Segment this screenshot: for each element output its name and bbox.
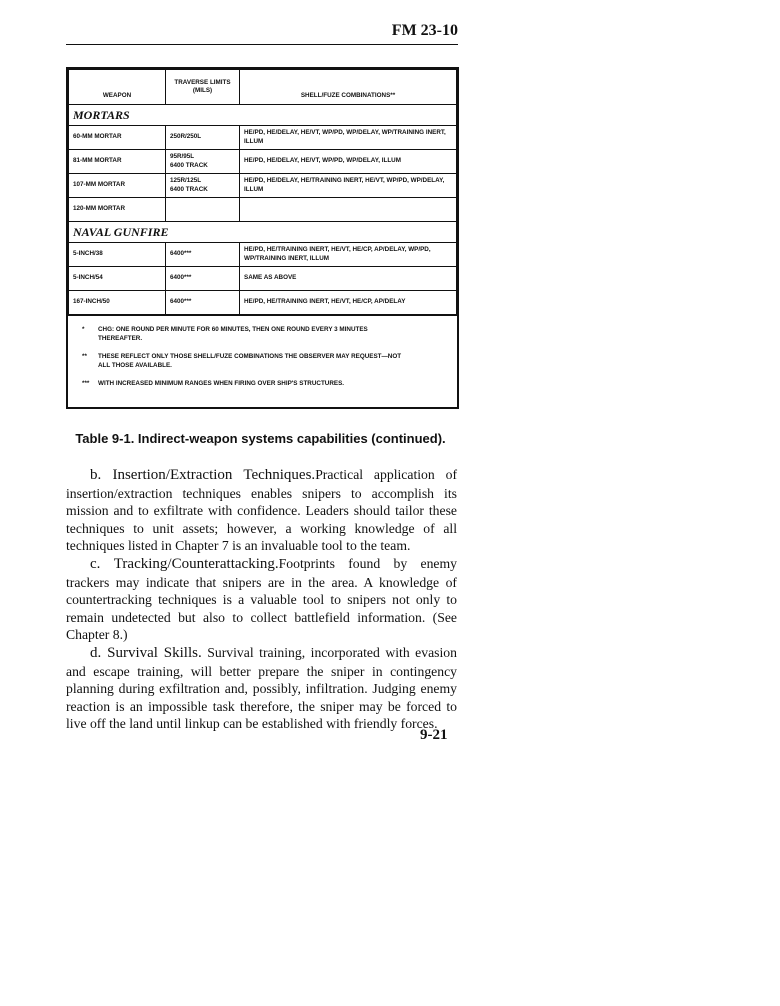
paragraph — [66, 555, 457, 644]
paragraph-body: Footprints found by enemy trackers may indicate that snipers are in the area. A knowledge of countertracking techniques is a valuable tool to snipers not only to remain undetected but also to collect battlefield information. (See Chapter 8.) — [66, 555, 457, 643]
table-caption: Table 9-1. Indirect-weapon systems capabilities (continued). — [75, 431, 446, 446]
table-body — [69, 105, 457, 315]
paragraph-heading: Insertion/Extraction Techniques. — [112, 467, 316, 483]
shell-fuze-cell: HE/PD, HE/TRAINING INERT, HE/VT, HE/CP, AP/DELAY — [240, 291, 457, 315]
weapon-cell: 120-MM MORTAR — [69, 198, 166, 222]
footnote — [82, 326, 453, 343]
table-row — [69, 150, 457, 174]
table-row — [69, 243, 457, 267]
table-row — [69, 291, 457, 315]
traverse-value: 6400*** — [170, 274, 192, 282]
traverse-value: 6400 TRACK — [170, 185, 208, 193]
page-header — [66, 18, 458, 45]
traverse-value: 125R/125L — [170, 177, 202, 184]
section-header-row — [69, 222, 457, 243]
traverse-value: 6400*** — [170, 250, 192, 258]
traverse-cell — [166, 174, 240, 198]
shell-fuze-cell: HE/PD, HE/DELAY, HE/VT, WP/PD, WP/DELAY, ILLUM — [240, 150, 457, 174]
traverse-header-line1: TRAVERSE LIMITS — [174, 78, 231, 86]
table-header-row — [69, 70, 457, 105]
table-row — [69, 126, 457, 150]
traverse-value: 6400 TRACK — [170, 161, 208, 169]
section-header-row — [69, 105, 457, 126]
paragraph — [66, 466, 457, 555]
traverse-cell — [166, 150, 240, 174]
paragraph-heading: Survival Skills. — [107, 644, 202, 661]
paragraph-lead: d. — [90, 644, 108, 661]
footnote-text: CHG: ONE ROUND PER MINUTE FOR 60 MINUTES, THEN ONE ROUND EVERY 3 MINUTES THEREAFTER. — [98, 326, 368, 342]
traverse-cell — [166, 243, 240, 267]
shell-fuze-cell: SAME AS ABOVE — [240, 267, 457, 291]
table-row — [69, 267, 457, 291]
weapon-cell: 5-INCH/54 — [69, 267, 166, 291]
traverse-value: 95R/95L — [170, 153, 195, 160]
weapons-table-grid — [68, 69, 457, 315]
page-number: 9-21 — [420, 727, 448, 743]
body-text — [66, 466, 457, 733]
paragraph-lead: b. — [90, 467, 113, 483]
column-header-shell: SHELL/FUZE COMBINATIONS** — [240, 70, 457, 105]
shell-fuze-cell — [240, 198, 457, 222]
traverse-cell — [166, 267, 240, 291]
shell-fuze-cell: HE/PD, HE/DELAY, HE/TRAINING INERT, HE/VT, WP/PD, WP/DELAY, ILLUM — [240, 174, 457, 198]
footnote — [82, 353, 453, 370]
column-header-weapon: WEAPON — [69, 70, 166, 105]
weapon-cell: 81-MM MORTAR — [69, 150, 166, 174]
footnote — [82, 380, 453, 389]
weapons-table — [66, 67, 459, 409]
footnote-text: WITH INCREASED MINIMUM RANGES WHEN FIRING OVER SHIP'S STRUCTURES. — [98, 380, 345, 387]
document-id: FM 23-10 — [391, 22, 458, 39]
section-title: MORTARS — [69, 105, 457, 126]
weapon-cell: 60-MM MORTAR — [69, 126, 166, 150]
traverse-header-line2: (MILS) — [192, 87, 213, 94]
footnote-mark: *** — [82, 380, 90, 387]
table-row — [69, 198, 457, 222]
table-row — [69, 174, 457, 198]
section-title: NAVAL GUNFIRE — [69, 222, 457, 243]
footnote-text: THESE REFLECT ONLY THOSE SHELL/FUZE COMBINATIONS THE OBSERVER MAY REQUEST—NOT ALL THOSE AVAILABLE. — [98, 353, 402, 369]
paragraph — [66, 644, 457, 733]
traverse-value: 6400*** — [170, 298, 192, 306]
footnote-mark: ** — [82, 353, 87, 360]
weapon-cell: 167-INCH/50 — [69, 291, 166, 315]
paragraph-body: Survival training, incorporated with evasion and escape training, will better prepare the sniper in contingency planning during exfiltration and, possibly, infiltration. Judging enemy reaction is an impossible task therefore, the sniper may be forced to live off the land until linkup can be established with friendly forces. — [66, 644, 457, 732]
paragraph-heading: Tracking/Counterattacking. — [113, 555, 279, 572]
table-footnotes — [68, 315, 457, 407]
weapon-cell: 5-INCH/38 — [69, 243, 166, 267]
traverse-cell — [166, 126, 240, 150]
footnote-mark: * — [82, 326, 85, 333]
paragraph-body: Practical application of insertion/extraction techniques enables snipers to accomplish its mission and to exfiltrate with confidence. Leaders should tailor these techniques to unit assets; however, a working knowledge of all techniques listed in Chapter 7 is an invaluable tool to the team. — [66, 467, 458, 554]
shell-fuze-cell: HE/PD, HE/TRAINING INERT, HE/VT, HE/CP, AP/DELAY, WP/PD, WP/TRAINING INERT, ILLUM — [240, 243, 457, 267]
traverse-value: 250R/250L — [170, 133, 202, 141]
column-header-traverse — [166, 70, 240, 105]
shell-fuze-cell: HE/PD, HE/DELAY, HE/VT, WP/PD, WP/DELAY, WP/TRAINING INERT, ILLUM — [240, 126, 457, 150]
paragraph-lead: c. — [90, 555, 114, 572]
weapon-cell: 107-MM MORTAR — [69, 174, 166, 198]
traverse-cell — [166, 198, 240, 222]
traverse-cell — [166, 291, 240, 315]
